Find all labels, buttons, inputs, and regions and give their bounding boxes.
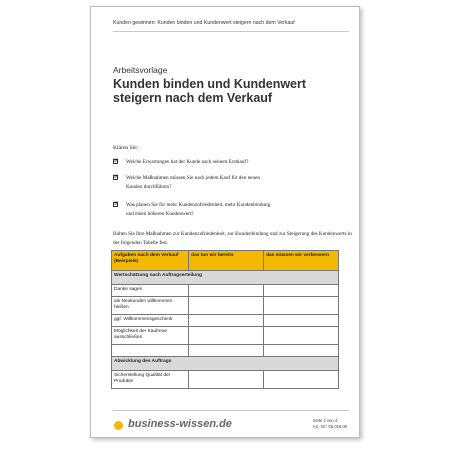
document-title: Kunden binden und Kundenwert steigern nach dem Verkauf [113, 77, 307, 105]
table-cell-empty[interactable] [264, 297, 339, 315]
table-cell-empty[interactable] [189, 285, 264, 297]
footer-info [313, 418, 347, 430]
table-header: das tun wir bereits [189, 251, 264, 271]
table-cell-empty[interactable] [189, 327, 264, 345]
table-cell-empty[interactable] [264, 327, 339, 345]
table-cell-empty[interactable] [264, 371, 339, 389]
table-cell-empty[interactable] [189, 371, 264, 389]
checkbox-checked-icon[interactable]: ☒ [114, 202, 119, 207]
table-cell: Danke sagen [112, 285, 189, 297]
table-header: Aufgaben nach dem Verkauf (Beispiele) [112, 251, 189, 271]
table-cell-empty[interactable] [189, 315, 264, 327]
page-number: Seite 1 von 4 [312, 418, 338, 423]
footer-divider [113, 410, 349, 411]
table-section-heading: Wertschätzung nach Auftragserteilung [112, 271, 339, 285]
running-head: Kunden gewinnen: Kunden binden und Kundenwert steigern nach dem Verkauf [113, 20, 295, 26]
table-cell: ggf. Willkommensgeschenk [112, 315, 189, 327]
table-header: das müssen wir verbessern [264, 251, 339, 271]
document-kicker: Arbeitsvorlage [113, 65, 168, 75]
table-cell: als Neukunden willkommen heißen [112, 297, 189, 315]
article-number: Art.-Nr.: 06.016.09 [312, 424, 347, 429]
document-page [90, 6, 360, 438]
header-divider [113, 31, 349, 32]
table-section-heading: Abwicklung des Auftrags [112, 357, 339, 371]
checkbox-checked-icon[interactable]: ☒ [114, 175, 119, 180]
checklist-item-text: Was planen Sie für mehr Kundenzufriedenheit, mehr Kundenbindung und einen höheren Kundenwert? [126, 202, 271, 217]
business-wissen-logo[interactable]: business-wissen.de [128, 418, 232, 430]
table-cell: Sicherstellung Qualität der Produkte [112, 371, 189, 389]
checkbox-checked-icon[interactable]: ☒ [114, 159, 119, 164]
table-cell: Möglichkeit der Kaufreue ausschließen [112, 327, 189, 345]
checklist-item-text: Welche Erwartungen hat der Kunde nach seinem Erstkauf? [126, 159, 249, 165]
logo-dot-icon [114, 421, 123, 430]
table-cell-empty[interactable] [189, 297, 264, 315]
checklist-item-text: Welche Maßnahmen müssen Sie nach jedem Kauf für den neuen Kunden durchführen? [126, 175, 260, 190]
table-cell-empty[interactable] [264, 315, 339, 327]
table-cell [112, 345, 189, 357]
table-cell-empty[interactable] [264, 345, 339, 357]
klaeren-label: Klären Sie: [113, 145, 139, 151]
table-cell-empty[interactable] [264, 285, 339, 297]
measures-table [111, 250, 339, 389]
table-cell-empty[interactable] [189, 345, 264, 357]
intro-paragraph: Halten Sie Ihre Maßnahmen zur Kundenzufriedenheit, zur Kundenbindung und zur Steigerung des Kundenwerts in der folgenden Tabelle fest. [113, 231, 352, 246]
